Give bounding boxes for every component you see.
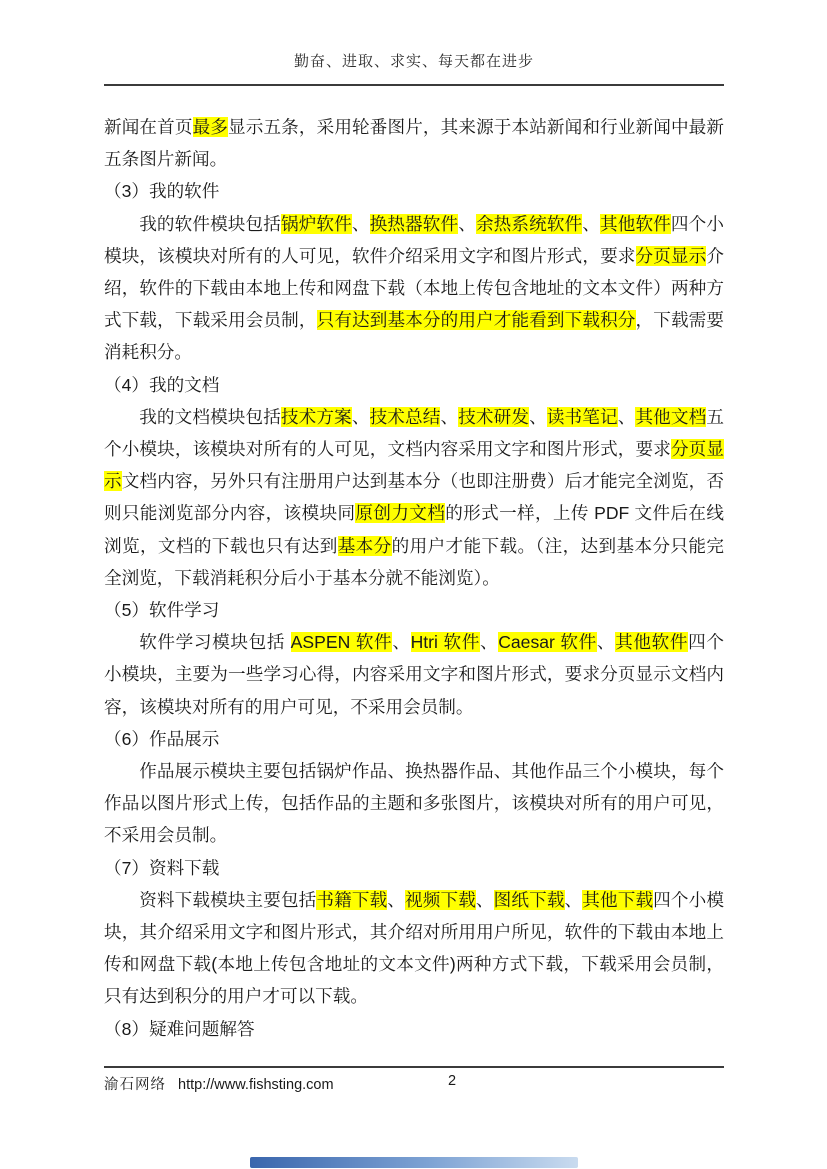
text-run: 五个小模块，该模块对所有的人可见，文档内容采用文字和图片形式，要求 bbox=[104, 406, 724, 460]
page-footer bbox=[104, 1066, 724, 1094]
text-run: 的形式一样，上传 PDF 文件后在线浏览，文档的下载也只有达到 bbox=[104, 503, 724, 556]
highlighted-text: Htri 软件 bbox=[410, 632, 480, 653]
text-run: 文档内容，另外只有注册用户达到基本分（也即注册费）后才能完全浏览，否则只能浏览部分内容，该模块同 bbox=[104, 471, 724, 524]
section-heading bbox=[104, 852, 724, 884]
highlighted-text: 分页显示 bbox=[635, 245, 707, 266]
paragraph bbox=[104, 755, 724, 852]
section-heading bbox=[104, 723, 724, 755]
text-run: 、 bbox=[351, 406, 370, 427]
highlighted-text: Caesar 软件 bbox=[498, 632, 597, 653]
text-run: （7）资料下载 bbox=[104, 857, 220, 878]
highlighted-text: 其他软件 bbox=[615, 632, 689, 653]
text-run: 四个小模块，该模块对所有的人可见，软件介绍采用文字和图片形式，要求 bbox=[104, 213, 724, 266]
text-run: 四个小模块，其介绍采用文字和图片形式，其介绍对所用用户所见，软件的下载由本地上传和网盘下载(本地上传包含地址的文本文件)两种方式下载，下载采用会员制，只有达到积分的用户才可以下载。 bbox=[104, 889, 724, 1007]
section-heading bbox=[104, 369, 724, 401]
text-run: 、 bbox=[458, 213, 476, 234]
text-run: 软件学习模块包括 bbox=[139, 632, 291, 653]
highlighted-text: 读书笔记 bbox=[546, 406, 618, 427]
footer-url: http://www.fishsting.com bbox=[178, 1077, 334, 1093]
text-run: 显示五条，采用轮番图片，其来源于本站新闻和行业新闻中最新五条图片新闻。 bbox=[104, 117, 724, 170]
page-number: 2 bbox=[448, 1073, 457, 1089]
highlighted-text: 技术方案 bbox=[280, 406, 352, 427]
document-body bbox=[104, 111, 724, 1045]
highlighted-text: 其他文档 bbox=[635, 406, 707, 427]
highlighted-text: 其他软件 bbox=[600, 213, 671, 234]
text-run: （3）我的软件 bbox=[104, 181, 220, 202]
paragraph bbox=[104, 208, 724, 369]
text-run: 、 bbox=[617, 406, 636, 427]
text-run: 新闻在首页 bbox=[104, 117, 193, 137]
text-run: 、 bbox=[479, 632, 499, 653]
page-header bbox=[104, 52, 724, 86]
highlighted-text: 换热器软件 bbox=[369, 213, 459, 234]
highlighted-text: 基本分 bbox=[337, 535, 392, 556]
section-heading bbox=[104, 594, 724, 626]
highlighted-text: 图纸下载 bbox=[493, 889, 565, 910]
section-heading bbox=[104, 1013, 724, 1045]
highlighted-text: 书籍下载 bbox=[316, 889, 388, 910]
paragraph bbox=[104, 626, 724, 723]
text-run: 、 bbox=[582, 213, 600, 234]
text-run: 、 bbox=[392, 632, 411, 653]
highlighted-text: 分页显示 bbox=[104, 439, 724, 492]
text-run: 、 bbox=[596, 632, 616, 653]
text-run: 、 bbox=[475, 889, 494, 910]
text-run: 我的软件模块包括 bbox=[139, 213, 281, 234]
paragraph bbox=[104, 111, 724, 175]
highlighted-text: 只有达到基本分的用户才能看到下载积分 bbox=[316, 310, 636, 331]
highlighted-text: 余热系统软件 bbox=[475, 213, 583, 234]
text-run: 四个小模块，主要为一些学习心得，内容采用文字和图片形式，要求分页显示文档内容，该模块对所有的用户可见，不采用会员制。 bbox=[104, 632, 724, 717]
highlighted-text: ASPEN 软件 bbox=[290, 632, 393, 653]
text-run: 我的文档模块包括 bbox=[139, 406, 281, 427]
highlighted-text: 其他下载 bbox=[582, 889, 654, 910]
footer-left bbox=[104, 1073, 334, 1094]
header-slogan: 勤奋、进取、求实、每天都在进步 bbox=[293, 53, 534, 70]
text-run: 、 bbox=[564, 889, 583, 910]
section-heading bbox=[104, 175, 724, 207]
highlighted-text: 技术研发 bbox=[458, 406, 530, 427]
text-run: （5）软件学习 bbox=[104, 600, 220, 621]
text-run: 介绍，软件的下载由本地上传和网盘下载（本地上传包含地址的文本文件）两种方式下载，下载采用会员制， bbox=[104, 245, 724, 331]
text-run: 的用户才能下载。（注，达到基本分只能完全浏览，下载消耗积分后小于基本分就不能浏览）。 bbox=[104, 535, 724, 588]
footer-company-name: 渝石网络 bbox=[104, 1077, 166, 1093]
text-run: （4）我的文档 bbox=[104, 374, 220, 395]
highlighted-text: 视频下载 bbox=[405, 889, 476, 910]
text-run: 作品展示模块主要包括锅炉作品、换热器作品、其他作品三个小模块，每个作品以图片形式上传，包括作品的主题和多张图片，该模块对所有的用户可见，不采用会员制。 bbox=[104, 761, 724, 846]
highlighted-text: 原创力文档 bbox=[355, 503, 446, 524]
bottom-progress-bar bbox=[250, 1157, 578, 1168]
highlighted-text: 锅炉软件 bbox=[280, 213, 352, 234]
text-run: ，下载需要消耗积分。 bbox=[104, 310, 724, 363]
text-run: 资料下载模块主要包括 bbox=[139, 889, 317, 910]
text-run: 、 bbox=[387, 889, 406, 910]
paragraph bbox=[104, 401, 724, 594]
text-run: 、 bbox=[529, 406, 547, 427]
highlighted-text: 最多 bbox=[192, 117, 229, 137]
text-run: （8）疑难问题解答 bbox=[104, 1018, 255, 1039]
text-run: （6）作品展示 bbox=[104, 728, 220, 749]
text-run: 、 bbox=[440, 406, 459, 427]
highlighted-text: 技术总结 bbox=[369, 406, 441, 427]
text-run: 、 bbox=[351, 213, 370, 234]
paragraph bbox=[104, 884, 724, 1013]
